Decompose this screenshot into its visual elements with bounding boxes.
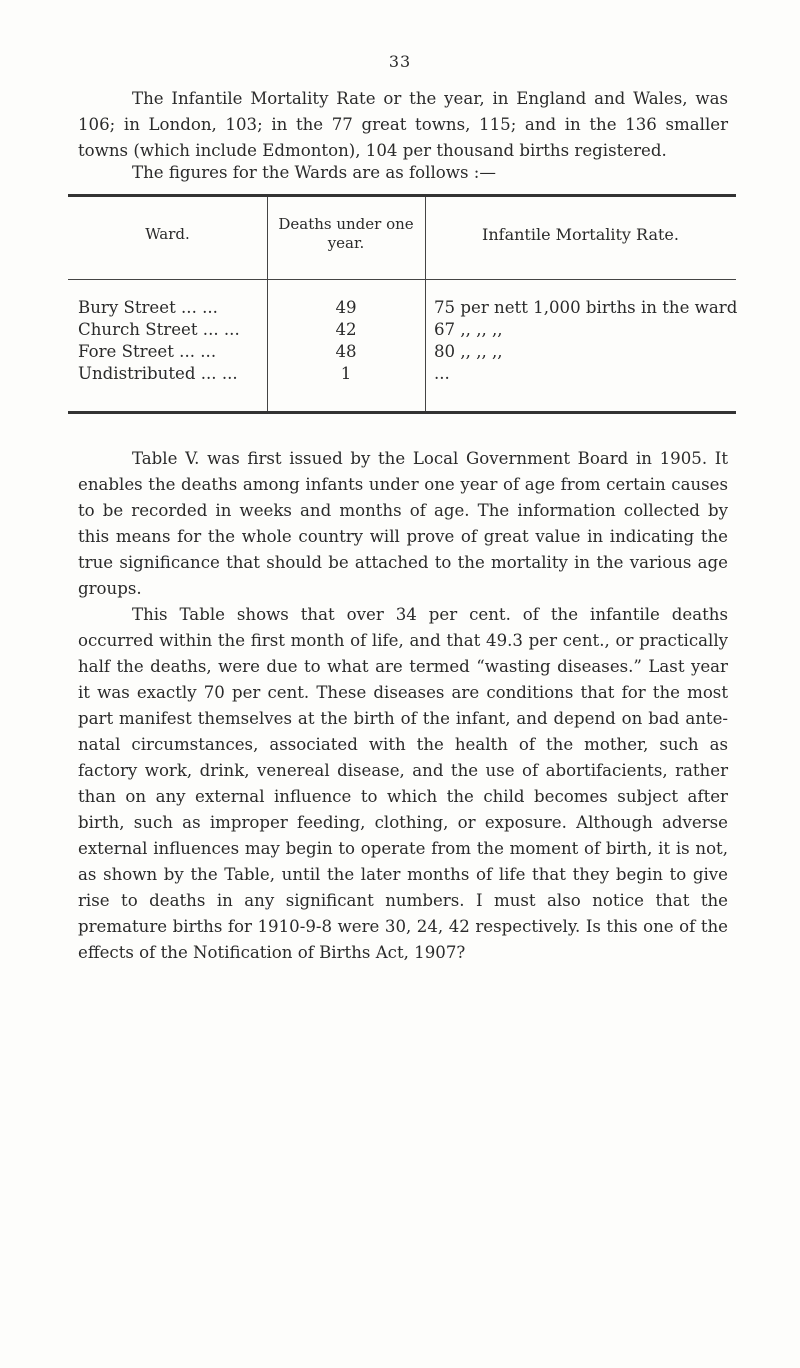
ward-cell: Undistributed ... ... [78,364,238,383]
header-deaths: Deaths under one year. [278,215,414,252]
header-rate: Infantile Mortality Rate. [482,225,679,244]
table-row [68,319,736,341]
paragraph-mortality-rates: The Infantile Mortality Rate or the year, in England and Wales, was 106; in London, 103; in the 77 great towns, 115; and in the 136 smaller towns (which include Edmonton), 104 per thousand births registered. [78,89,728,160]
rate-cell: 80 ,, ,, ,, [434,342,503,361]
table-row [68,363,736,385]
deaths-cell: 42 [335,320,357,339]
header-rule [68,279,736,280]
rate-cell: 75 per nett 1,000 births in the ward [434,298,738,317]
header-ward: Ward. [145,225,190,243]
ward-mortality-table [68,194,736,414]
deaths-cell: 1 [340,364,352,383]
table-row [68,341,736,363]
deaths-cell: 48 [335,342,357,361]
ward-cell: Church Street ... ... [78,320,240,339]
ward-cell: Bury Street ... ... [78,298,218,317]
paragraph-wasting-diseases: This Table shows that over 34 per cent. of the infantile deaths occurred within the first month of life, and that 49.3 per cent., or practically half the deaths, were due to what are termed “wasting diseases.” Last year it was exactly 70 per cent. These diseases are conditions that for the most part manifest themselves at the birth of the infant, and depend on bad ante-natal circumstances, associated with the health of the mother, such as factory work, drink, venereal disease, and the use of abortifacients, rather than on any external influence to which the child becomes subject after birth, such as improper feeding, clothing, or exposure. Although adverse external influences may begin to operate from the moment of birth, it is not, as shown by the Table, until the later months of life that they begin to give rise to deaths in any significant numbers. I must also notice that the premature births for 1910-9-8 were 30, 24, 42 respectively. Is this one of the effects of the Notification of Births Act, 1907? [78,605,728,962]
ward-cell: Fore Street ... ... [78,342,217,361]
deaths-cell: 49 [335,298,357,317]
paragraph-wards-intro: The figures for the Wards are as follows :— [132,163,496,182]
rate-cell: ... [434,364,450,383]
page-number: 33 [388,52,412,71]
rate-cell: 67 ,, ,, ,, [434,320,503,339]
table-row [68,297,736,319]
paragraph-table-v: Table V. was first issued by the Local Government Board in 1905. It enables the deaths among infants under one year of age from certain causes to be recorded in weeks and months of age. The information collected by this means for the whole country will prove of great value in indicating the true significance that should be attached to the mortality in the various age groups. [78,449,728,598]
